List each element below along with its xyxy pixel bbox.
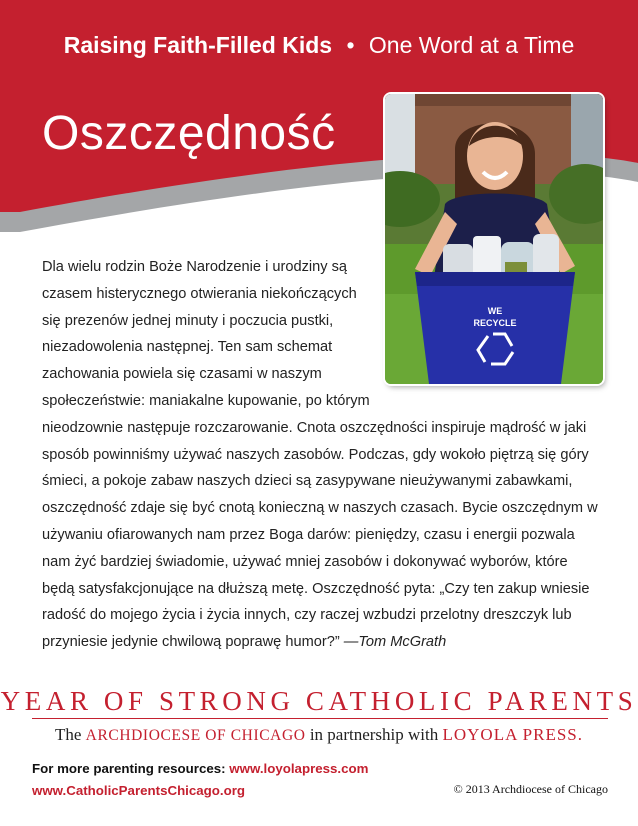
series-title [0,32,638,59]
loyola-press-logo: LOYOLA PRESS. [442,725,584,744]
footer-resources [32,758,368,802]
page-title: Oszczędność [42,107,336,160]
photo-wrap-spacer [370,254,602,404]
resources-label: For more parenting resources: [32,761,226,776]
quote-author: —Tom McGrath [343,634,447,651]
partner-the: The [54,725,82,744]
loyolapress-link[interactable]: www.loyolapress.com [229,761,369,776]
series-title-sub: One Word at a Time [368,32,575,58]
partnership-text: in partnership with [309,725,439,744]
footer-divider [32,718,608,719]
bin-label-recycle: RECYCLE [473,318,517,328]
body-paragraph [42,254,602,656]
archdiocese-name: ARCHDIOCESE OF CHICAGO [85,727,306,744]
resources-line [32,758,368,780]
catholicparents-link[interactable]: www.CatholicParentsChicago.org [32,783,246,798]
copyright: © 2013 Archdiocese of Chicago [453,782,608,796]
bin-label-we: WE [487,306,503,316]
partnership-line [0,725,638,745]
year-of-parents-heading: YEAR OF STRONG CATHOLIC PARENTS [0,686,638,716]
series-separator: • [346,32,355,58]
series-title-main: Raising Faith-Filled Kids [63,32,333,58]
body-text: Dla wielu rodzin Boże Narodzenie i urodziny są czasem histerycznego otwierania niekończących się prezenów jednej minuty i poczucia pustki, niezadowolenia następnej. Ten sam schemat zachowania powiela się czasami w naszym społeczeństwie: maniakalne kupowanie, po którym nieodzownie następuje rozczarowanie. Cnota oszczędności inspiruje mądrość w jaki sposób powinniśmy używać naszych zasobów. Podczas, gdy wokoło piętrzą się góry śmieci, a pokoje zabaw naszych dzieci są zasypywane nieużywanymi zabawkami, oszczędność zdaje się być cnotą konieczną w naszych czasach. Bycie oszczędnym w używaniu ofiarowanych nam przez Boga darów: pieniędzy, czasu i energii pozwala nam żyć bardziej świadomie, używać mniej zasobów i dokonywać wyborów, które będą satysfakcjonujące na dłuższą metę. Oszczędność pyta: „Czy ten zakup wniesie radość do mojego życia i życia innych, czy raczej wzbudzi przelotny dreszczyk lub przyniesie jedynie chwilową poprawę humor?” [42,259,598,651]
